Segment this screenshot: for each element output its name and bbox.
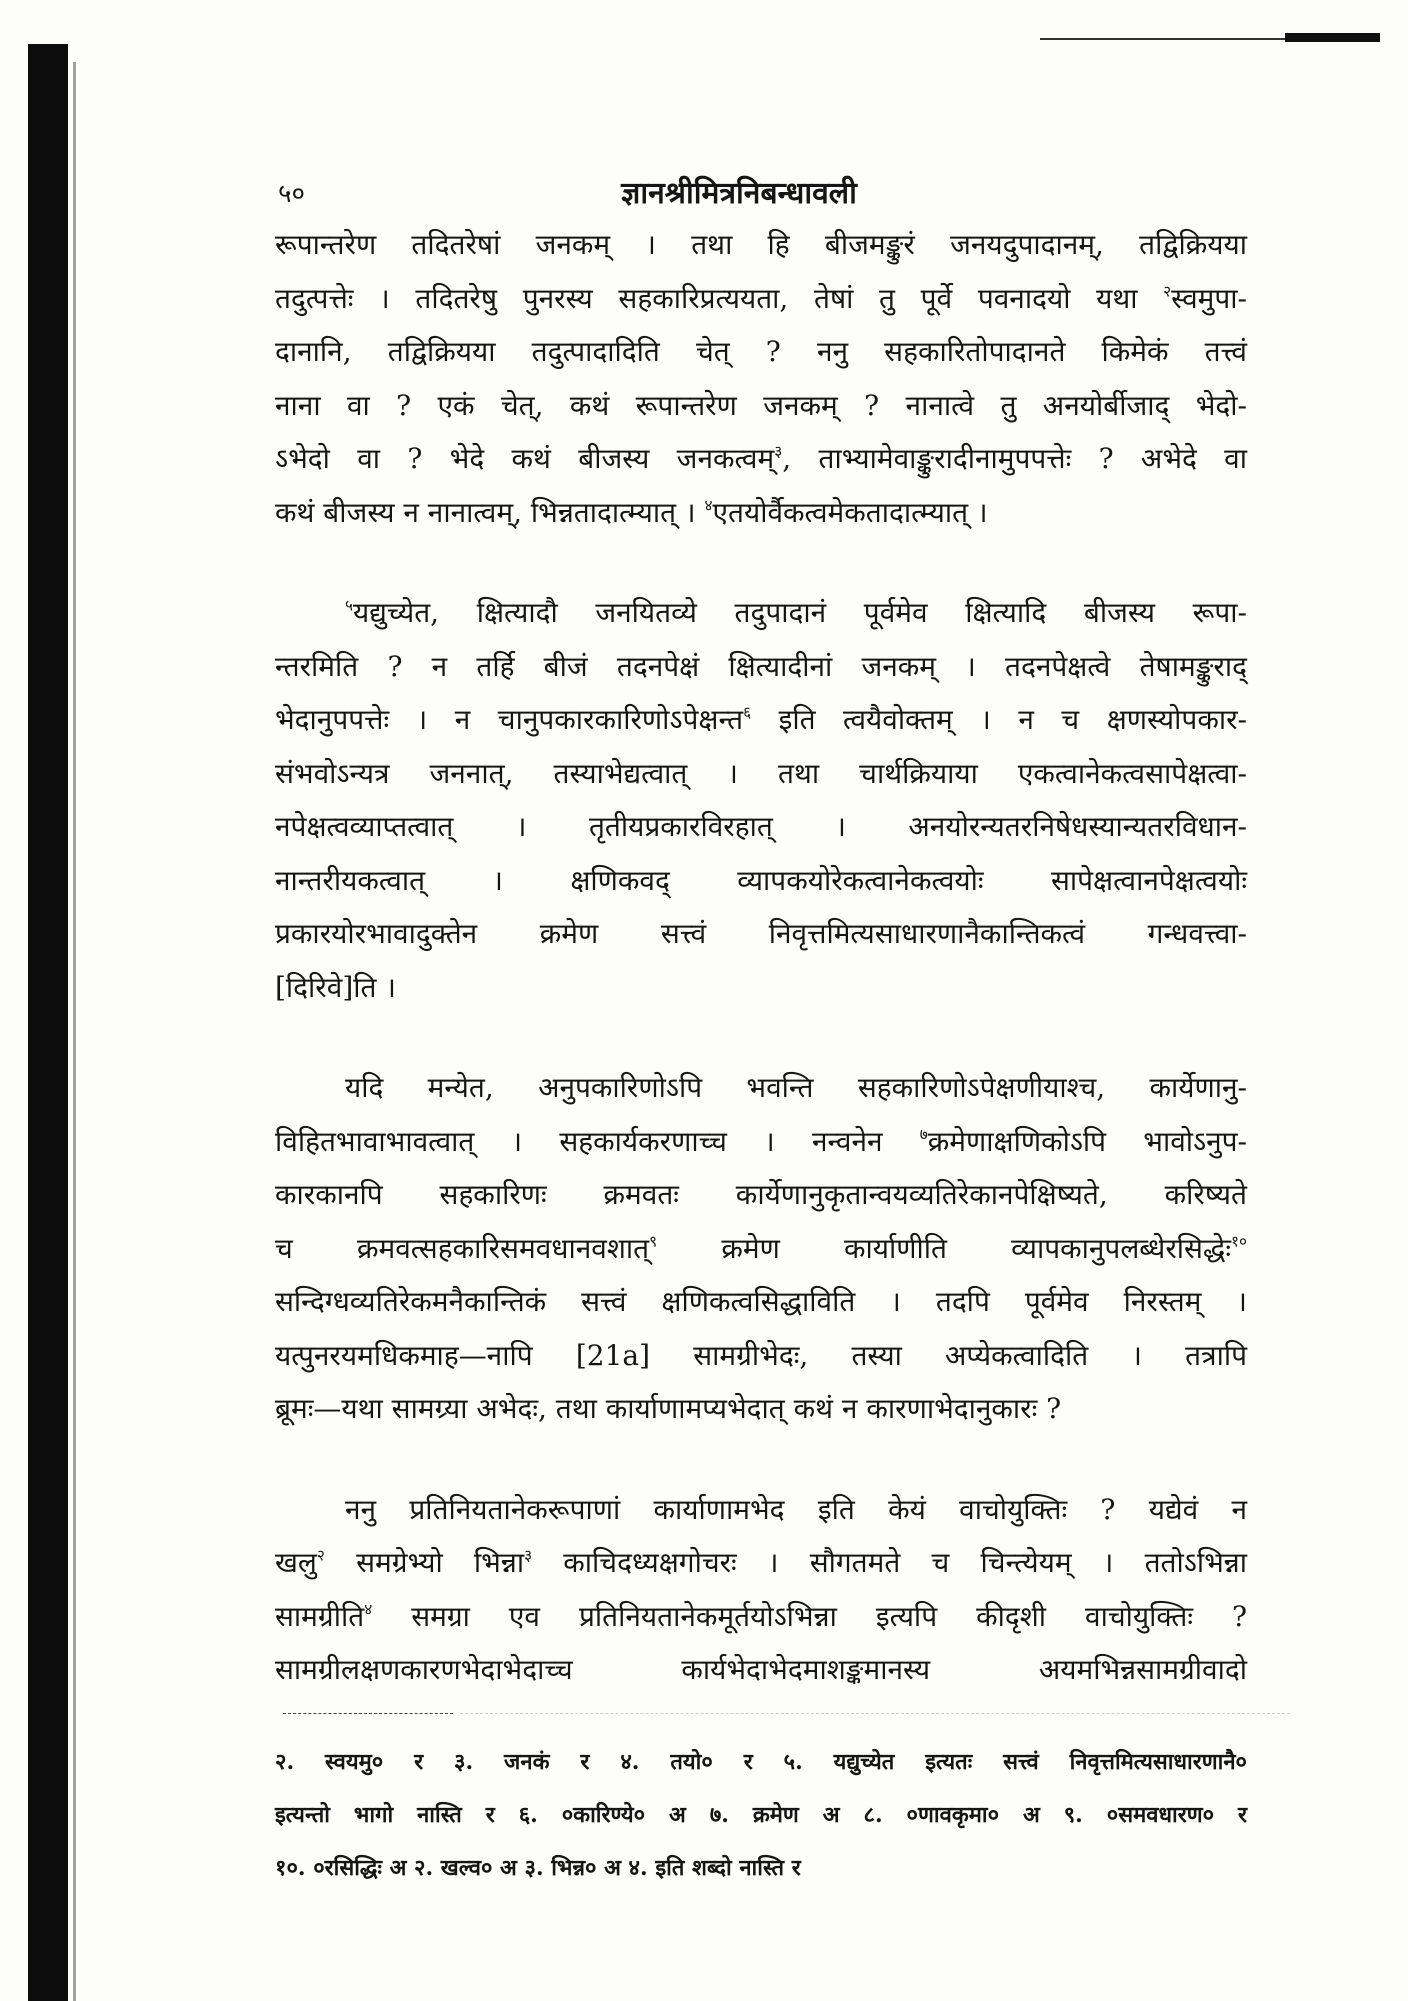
text-segment: संभवोऽन्यत्र जननात्, तस्याभेद्यत्वात् । तथा चार्थक्रियाया एकत्वानेकत्वसापेक्षत्वा- <box>275 756 1247 790</box>
text-line <box>275 747 1247 801</box>
text-segment: यद्युच्येत, क्षित्यादौ जनयितव्ये तदुपादानं पूर्वमेव क्षित्यादि बीजस्य रूपा- <box>353 596 1247 629</box>
running-title: ज्ञानश्रीमित्रनिबन्धावली <box>621 176 857 211</box>
text-column <box>275 172 1247 1895</box>
paragraph <box>275 1483 1247 1697</box>
footnote-line: इत्यन्तो भागो नास्ति र ६. ०कारिण्ये० अ ७. क्रमेण अ ८. ०णावकृमा० अ ९. ०समवधारण० र <box>275 1801 1247 1828</box>
text-line <box>275 854 1247 908</box>
text-segment: कारकानपि सहकारिणः क्रमवतः कार्येणानुकृतान्वयव्यतिरेकानपेक्षिष्यते, करिष्यते <box>275 1178 1247 1211</box>
text-line <box>275 1483 1247 1537</box>
text-segment: एतयोर्वैकत्वमेकतादात्म्यात् । <box>712 495 988 529</box>
text-segment: ऽभेदो वा ? भेदे कथं बीजस्य जनकत्वम् <box>275 442 775 475</box>
binding-edge-line <box>73 62 76 2001</box>
footnote-marker: ४ <box>364 1599 373 1618</box>
text-line <box>275 272 1247 326</box>
text-line <box>275 1382 1247 1436</box>
text-segment: नपेक्षत्वव्याप्तत्वात् । तृतीयप्रकारविरहात् । अनयोरन्यतरनिषेधस्यान्यतरविधान- <box>275 810 1247 843</box>
text-segment: नान्तरीयकत्वात् । क्षणिकवद् व्यापकयोरेकत्वानेकत्वयोः सापेक्षत्वानपेक्षत्वयोः <box>275 863 1247 897</box>
footnote-separator <box>275 1713 1247 1714</box>
page-number: ५० <box>278 179 306 209</box>
binding-shadow <box>28 44 68 2001</box>
text-segment: सामग्रीति <box>275 1599 365 1633</box>
text-line <box>275 1329 1247 1383</box>
text-line <box>275 1590 1247 1644</box>
text-segment: च क्रमवत्सहकारिसमवधानवशात् <box>275 1231 650 1265</box>
text-segment: कथं बीजस्य न नानात्वम्, भिन्नतादात्म्यात् । <box>275 495 705 529</box>
text-segment: काचिदध्यक्षगोचरः । सौगतमते च चिन्त्येयम् । ततोऽभिन्ना <box>532 1546 1247 1579</box>
text-segment: इति त्वयैवोक्तम् । न च क्षणस्योपकार- <box>751 703 1247 736</box>
text-line <box>275 1536 1247 1590</box>
text-segment: समग्रेभ्यो भिन्ना <box>324 1546 525 1579</box>
text-segment: क्रमेणाक्षणिकोऽपि भावोऽनुप- <box>927 1124 1247 1158</box>
footnote-marker: ३ <box>524 1546 533 1565</box>
paragraph <box>275 586 1247 1014</box>
text-line <box>275 693 1247 747</box>
footnote-line: २. स्वयमु० र ३. जनकं र ४. तयो० र ५. यद्युच्येत इत्यतः सत्त्वं निवृत्तमित्यसाधारणानै० <box>275 1748 1247 1775</box>
footnotes <box>275 1736 1247 1895</box>
paragraph <box>275 218 1247 539</box>
footnote-marker: ६ <box>743 703 752 722</box>
footnote-marker: ९ <box>649 1231 658 1250</box>
text-line <box>275 640 1247 694</box>
text-segment: सन्दिग्धव्यतिरेकमनैकान्तिकं सत्त्वं क्षणिकत्वसिद्धाविति । तदपि पूर्वमेव निरस्तम् । <box>275 1285 1247 1318</box>
footnote-marker: ७ <box>919 1124 928 1143</box>
text-segment: तदुत्पत्तेः । तदितरेषु पुनरस्य सहकारिप्रत्ययता, तेषां तु पूर्वे पवनादयो यथा <box>275 281 1164 315</box>
text-line <box>275 1115 1247 1169</box>
footnote-marker: १० <box>1230 1231 1247 1250</box>
text-segment: क्रमेण कार्याणीति व्यापकानुपलब्धेरसिद्धेः <box>657 1231 1231 1265</box>
text-segment: यदि मन्येत, अनुपकारिणोऽपि भवन्ति सहकारिणोऽपेक्षणीयाश्च, कार्येणानु- <box>345 1071 1247 1104</box>
text-segment: सामग्रीलक्षणकारणभेदाभेदाच्च कार्यभेदाभेदमाशङ्कमानस्य अयमभिन्नसामग्रीवादो <box>275 1653 1247 1686</box>
text-segment: ब्रूमः—यथा सामग्र्या अभेदः, तथा कार्याणामप्यभेदात् कथं न कारणाभेदानुकारः ? <box>275 1392 1062 1425</box>
text-segment: विहितभावाभावत्वात् । सहकार्यकरणाच्च । नन्वनेन <box>275 1124 920 1158</box>
top-rule-thick <box>1285 33 1380 42</box>
text-segment: ननु प्रतिनियतानेकरूपाणां कार्याणामभेद इति केयं वाचोयुक्तिः ? यद्येवं न <box>345 1492 1247 1526</box>
separator-rule-faint <box>460 1713 1290 1714</box>
text-segment: प्रकारयोरभावादुक्तेन क्रमेण सत्त्वं निवृत्तमित्यसाधारणानैकान्तिकत्वं गन्धवत्त्वा- <box>275 917 1247 950</box>
paragraph <box>275 1061 1247 1436</box>
separator-rule <box>283 1713 453 1714</box>
text-line <box>275 1061 1247 1115</box>
text-line <box>275 379 1247 433</box>
text-line <box>275 800 1247 854</box>
text-segment: [दिरिवे]ति । <box>275 970 396 1004</box>
text-line <box>275 1275 1247 1329</box>
text-line <box>275 586 1247 640</box>
text-segment: खलु <box>275 1546 317 1579</box>
text-segment: स्वमुपा- <box>1171 281 1247 315</box>
text-line <box>275 907 1247 961</box>
footnote-line: १०. ०रसिद्धिः अ २. खल्व० अ ३. भिन्न० अ ४. इति शब्दो नास्ति र <box>275 1854 801 1881</box>
footnote-marker: २ <box>316 1546 325 1565</box>
footnote-marker: ३ <box>774 442 783 461</box>
text-line <box>275 325 1247 379</box>
text-segment: समग्रा एव प्रतिनियतानेकमूर्तयोऽभिन्ना इत्यपि कीदृशी वाचोयुक्तिः ? <box>372 1599 1247 1633</box>
running-header <box>275 172 1247 216</box>
text-segment: न्तरमिति ? न तर्हि बीजं तदनपेक्षं क्षित्यादीनां जनकम् । तदनपेक्षत्वे तेषामङ्कुराद् <box>275 649 1247 683</box>
text-segment: रूपान्तरेण तदितरेषां जनकम् । तथा हि बीजमङ्कुरं जनयदुपादानम्, तद्विक्रियया <box>275 228 1247 261</box>
text-line <box>275 1222 1247 1276</box>
footnote-marker: ५ <box>345 596 354 615</box>
text-line <box>275 1168 1247 1222</box>
top-rule <box>1040 38 1290 40</box>
text-line <box>275 1643 1247 1697</box>
text-line <box>275 432 1247 486</box>
footnote-marker: २ <box>1163 281 1172 300</box>
text-segment: यत्पुनरयमधिकमाह—नापि [21a] सामग्रीभेदः, तस्या अप्येकत्वादिति । तत्रापि <box>275 1338 1247 1372</box>
text-line <box>275 961 1247 1015</box>
text-segment: नाना वा ? एकं चेत्, कथं रूपान्तरेण जनकम् ? नानात्वे तु अनयोर्बीजाद् भेदो- <box>275 388 1247 422</box>
text-line <box>275 486 1247 540</box>
text-segment: भेदानुपपत्तेः । न चानुपकारकारिणोऽपेक्षन्त <box>275 703 744 736</box>
text-line <box>275 218 1247 272</box>
footnote-marker: ४ <box>704 495 713 514</box>
text-segment: , ताभ्यामेवाङ्कुरादीनामुपपत्तेः ? अभेदे वा <box>782 442 1248 475</box>
text-segment: दानानि, तद्विक्रियया तदुत्पादादिति चेत् ? ननु सहकारितोपादानते किमेकं तत्त्वं <box>275 335 1247 368</box>
